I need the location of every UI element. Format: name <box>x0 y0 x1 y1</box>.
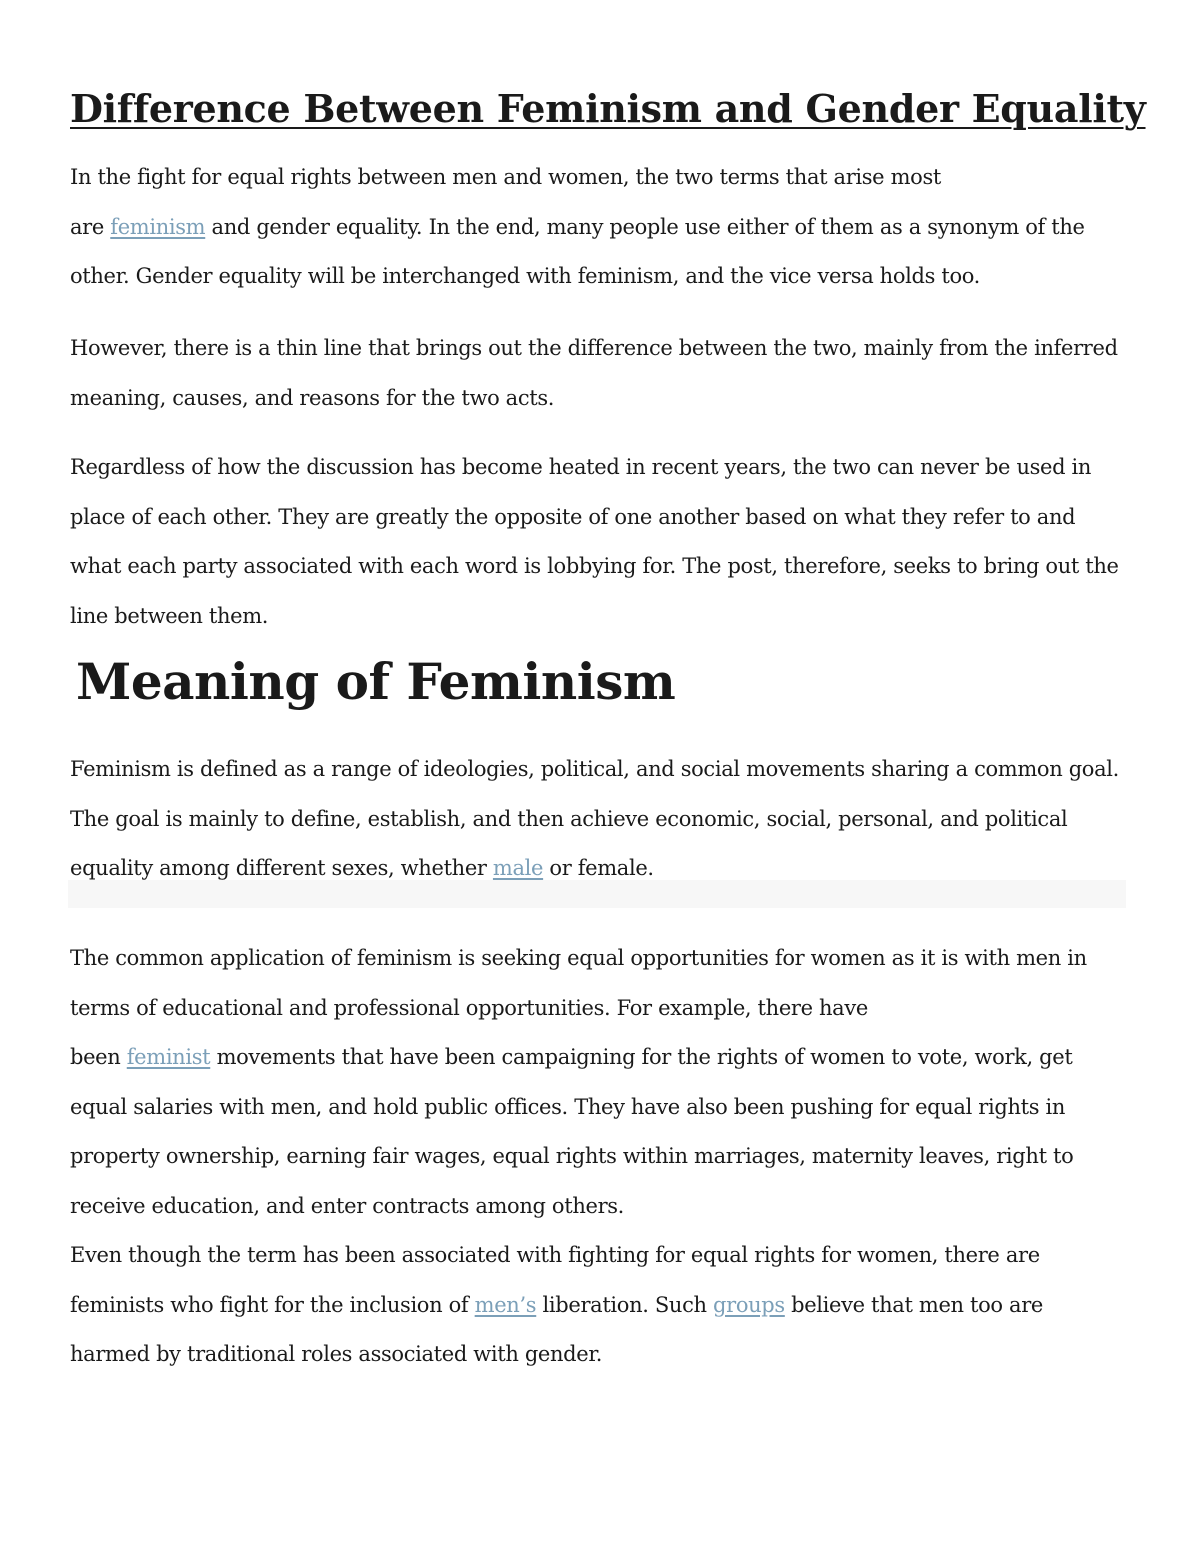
text-line: Feminism is defined as a range of ideologies, political, and social movements sharing a common goal. <box>70 757 1119 781</box>
text-line: property ownership, earning fair wages, equal rights within marriages, maternity leaves, right to <box>70 1144 1074 1168</box>
text-line: line between them. <box>70 603 269 628</box>
discussion-paragraph <box>70 443 1119 641</box>
intro-paragraph <box>70 153 1085 302</box>
document-title: Difference Between Feminism and Gender Equality <box>70 86 1146 131</box>
feminist-link[interactable]: feminist <box>126 1045 211 1069</box>
feminism-link[interactable]: feminism <box>110 214 206 239</box>
definition-paragraph <box>70 745 1119 894</box>
text-line <box>70 203 1085 253</box>
text-line: The goal is mainly to define, establish, and then achieve economic, social, personal, and political <box>70 806 1068 831</box>
male-link[interactable]: male <box>492 856 544 880</box>
difference-paragraph <box>70 324 1118 423</box>
text-span: believe that men too are <box>784 1292 1043 1317</box>
text-span: and gender equality. In the end, many people use either of them as a synonym of the <box>205 214 1085 239</box>
text-line <box>70 1281 1087 1331</box>
text-span: been <box>70 1045 127 1069</box>
groups-link[interactable]: groups <box>713 1292 785 1317</box>
text-span: liberation. Such <box>536 1292 714 1317</box>
text-line: meaning, causes, and reasons for the two acts. <box>70 385 555 410</box>
text-span: or female. <box>543 856 654 880</box>
text-span: feminists who fight for the inclusion of <box>70 1292 475 1317</box>
text-line: harmed by traditional roles associated with gender. <box>70 1342 603 1366</box>
text-line: Regardless of how the discussion has become heated in recent years, the two can never be used in <box>70 455 1092 479</box>
text-line <box>70 1033 1087 1083</box>
divider-band <box>68 880 1126 908</box>
text-span: equality among different sexes, whether <box>70 856 493 880</box>
text-line: Even though the term has been associated with fighting for equal rights for women, there are <box>70 1243 1040 1267</box>
text-line: equal salaries with men, and hold public offices. They have also been pushing for equal rights in <box>70 1094 1065 1119</box>
text-line: receive education, and enter contracts among others. <box>70 1193 625 1218</box>
text-line: what each party associated with each word is lobbying for. The post, therefore, seeks to bring out the <box>70 554 1119 578</box>
text-line: The common application of feminism is seeking equal opportunities for women as it is with men in <box>70 946 1087 970</box>
text-line: However, there is a thin line that brings out the difference between the two, mainly from the inferred <box>70 336 1118 360</box>
text-line: other. Gender equality will be interchanged with feminism, and the vice versa holds too. <box>70 264 980 288</box>
section-heading-meaning: Meaning of Feminism <box>76 652 676 711</box>
text-line: terms of educational and professional opportunities. For example, there have <box>70 995 868 1020</box>
mens-link[interactable]: men’s <box>474 1292 537 1317</box>
text-line: place of each other. They are greatly the opposite of one another based on what they refer to and <box>70 504 1076 529</box>
application-paragraph <box>70 934 1087 1380</box>
text-line: In the fight for equal rights between men and women, the two terms that arise most <box>70 165 941 189</box>
text-span: movements that have been campaigning for the rights of women to vote, work, get <box>210 1045 1073 1069</box>
text-span: are <box>70 214 111 239</box>
